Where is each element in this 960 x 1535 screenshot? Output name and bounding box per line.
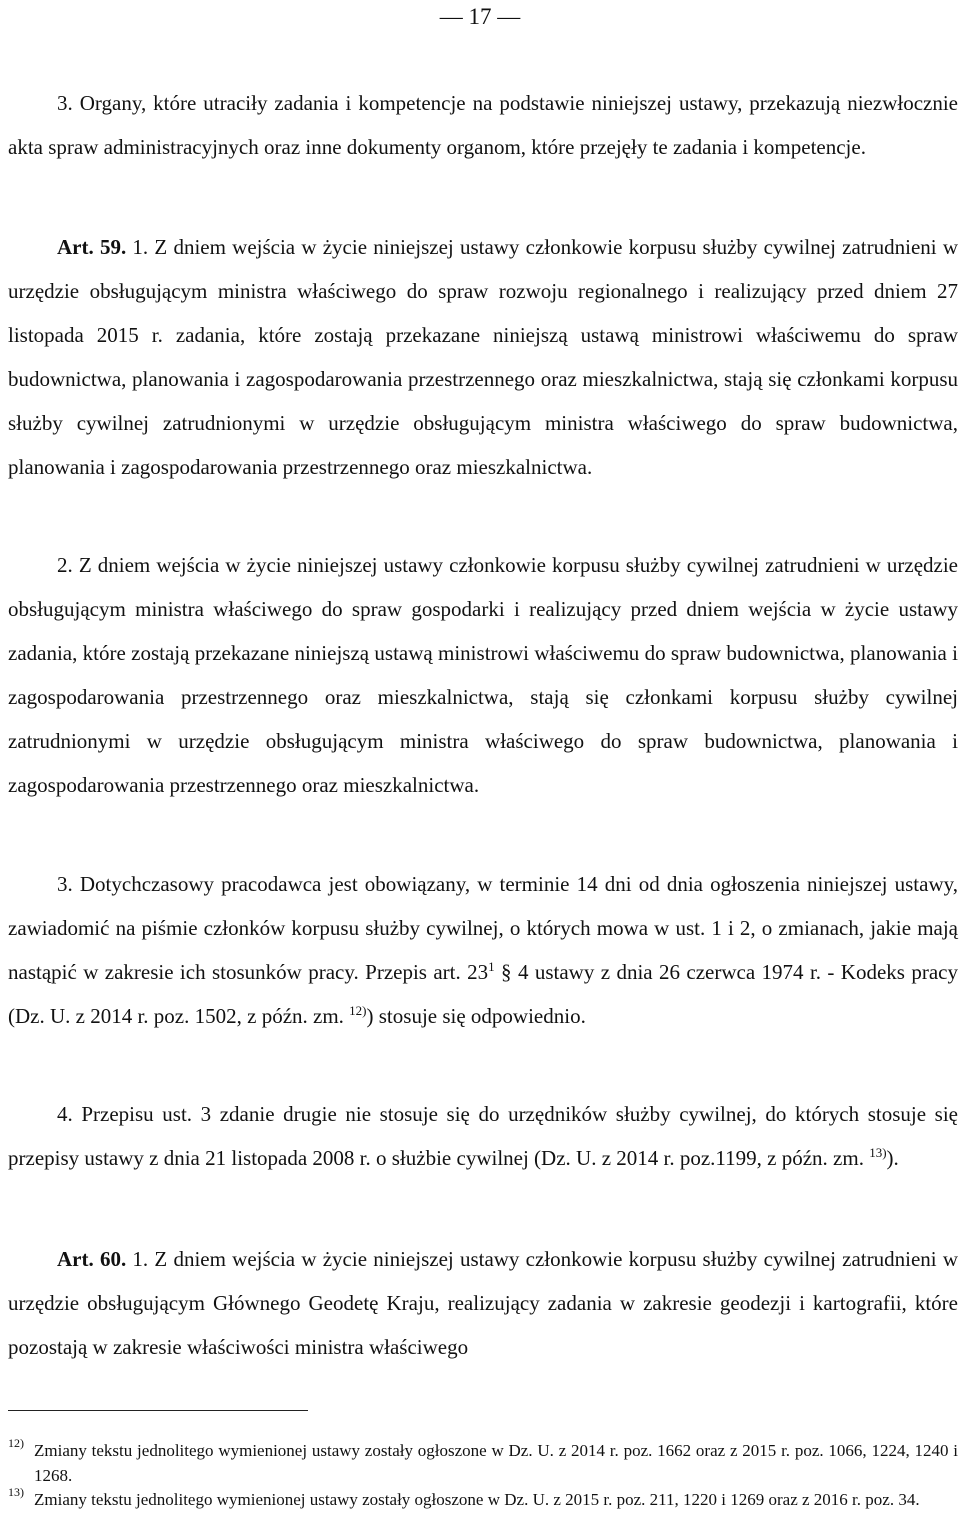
footnote-ref-13[interactable]: 13) [869, 1145, 887, 1160]
article-60-paragraph-1 [8, 1237, 958, 1369]
paragraph-text: ) stosuje się odpowiednio. [366, 1004, 586, 1028]
article-59-paragraph-4 [8, 1092, 958, 1180]
footnote-text: Zmiany tekstu jednolitego wymienionej ustawy zostały ogłoszone w Dz. U. z 2015 r. poz. 211, 1220 i 1269 oraz z 2016 r. poz. 34. [34, 1490, 920, 1509]
article-60-heading: Art. 60. [57, 1247, 127, 1271]
footnote-separator [8, 1410, 308, 1411]
page-number-value: 17 [468, 4, 492, 29]
article-59-paragraph-2 [8, 543, 958, 807]
paragraph-text: 3. Dotychczasowy pracodawca jest obowiązany, w terminie 14 dni od dnia ogłoszenia niniejszej ustawy, zawiadomić na piśmie członków korpusu służby cywilnej, o których mowa w ust. 1 i 2, o zmianach, jakie mają nastąpić w zakresie ich stosunków pracy. Przepis art. 23 [8, 872, 958, 984]
paragraph-text: ). [886, 1146, 899, 1170]
paragraph-text: 1. Z dniem wejścia w życie niniejszej ustawy członkowie korpusu służby cywilnej zatrudnieni w urzędzie obsługującym Głównego Geodetę Kraju, realizujący zadania w zakresie geodezji i kartografii, które pozostają w zakresie właściwości ministra właściwego [8, 1247, 958, 1359]
paragraph-text: 3. Organy, które utraciły zadania i kompetencje na podstawie niniejszej ustawy, przekazują niezwłocznie akta spraw administracyjnych oraz inne dokumenty organom, które przejęły te zadania i kompetencje. [8, 91, 958, 159]
page-number: — 17 — [439, 4, 521, 29]
paragraph-3-organy [8, 81, 958, 169]
paragraph-text: 1. Z dniem wejścia w życie niniejszej ustawy członkowie korpusu służby cywilnej zatrudnieni w urzędzie obsługującym ministra właściwego do spraw rozwoju regionalnego i realizujący przed dniem 27 listopada 2015 r. zadania, które zostają przekazane niniejszą ustawą ministrowi właściwemu do spraw budownictwa, planowania i zagospodarowania przestrzennego oraz mieszkalnictwa, stają się członkami korpusu służby cywilnej zatrudnionymi w urzędzie obsługującym ministra właściwego do spraw budownictwa, planowania i zagospodarowania przestrzennego oraz mieszkalnictwa. [8, 235, 958, 479]
footnote-text: Zmiany tekstu jednolitego wymienionej ustawy zostały ogłoszone w Dz. U. z 2014 r. poz. 1662 oraz z 2015 r. poz. 1066, 1224, 1240 i 1268. [34, 1441, 958, 1485]
article-59-paragraph-1 [8, 225, 958, 489]
footnote-12 [8, 1438, 958, 1488]
superscript: 1 [488, 959, 495, 974]
paragraph-text: 2. Z dniem wejścia w życie niniejszej ustawy członkowie korpusu służby cywilnej zatrudnieni w urzędzie obsługującym ministra właściwego do spraw gospodarki i realizujący przed dniem wejścia w życie ustawy zadania, które zostają przekazane niniejszą ustawą ministrowi właściwemu do spraw budownictwa, planowania i zagospodarowania przestrzennego oraz mieszkalnictwa, stają się członkami korpusu służby cywilnej zatrudnionymi w urzędzie obsługującym ministra właściwego do spraw budownictwa, planowania i zagospodarowania przestrzennego oraz mieszkalnictwa. [8, 553, 958, 797]
footnote-13 [8, 1487, 958, 1512]
footnote-ref-12[interactable]: 12) [349, 1003, 367, 1018]
footnote-mark: 12) [8, 1436, 24, 1450]
paragraph-text: 4. Przepisu ust. 3 zdanie drugie nie stosuje się do urzędników służby cywilnej, do których stosuje się przepisy ustawy z dnia 21 listopada 2008 r. o służbie cywilnej (Dz. U. z 2014 r. poz.1199, z późn. zm. [8, 1102, 958, 1170]
article-59-heading: Art. 59. [57, 235, 127, 259]
article-59-paragraph-3 [8, 862, 958, 1038]
paragraph-text: § 4 ustawy z dnia 26 czerwca 1974 r. - Kodeks pracy (Dz. U. z 2014 r. poz. 1502, z późn. zm. [8, 960, 958, 1028]
footnote-mark: 13) [8, 1485, 24, 1499]
